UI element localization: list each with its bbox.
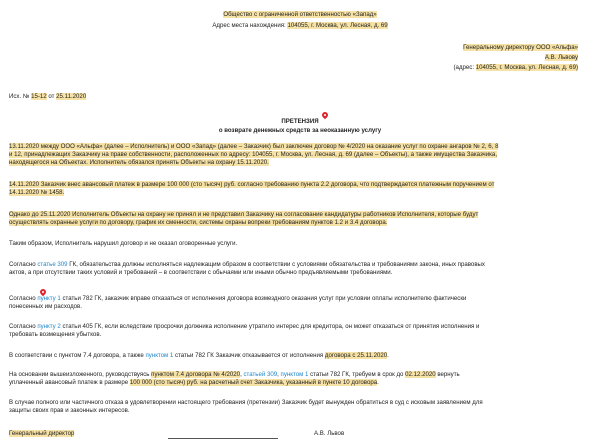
p9-text-e: вернуть bbox=[437, 371, 460, 378]
p4-text: Таким образом, Исполнитель нарушил договор и не оказал оговоренные услуги. bbox=[9, 240, 238, 247]
p8-text-c: договора с 25.11.2020 bbox=[324, 352, 388, 359]
clause-1-link-2[interactable]: пунктом 1 bbox=[280, 371, 309, 378]
p10-line-1: В случае полного или частичного отказа в удовлетворении настоящего требования (претензии) Заказчик будет вынужден обратиться в суд с исковым заявлением для bbox=[9, 399, 483, 406]
document-subtitle bbox=[0, 127, 600, 135]
paragraph-3 bbox=[9, 211, 587, 227]
p9-line-2-highlight: 100 000 (сто тысяч) руб. на расчетный счет Заказчика, указанный в пункте 10 договора bbox=[129, 379, 378, 386]
p3-line-2: осуществлять охранные услуги по договору, график их сменности, системы охраны вопреки требованиям пунктов 1.2 и 3.4 договора. bbox=[9, 219, 388, 226]
org-name: Общество с ограниченной ответственностью «Запад» bbox=[223, 11, 377, 18]
p9-highlight-1: пунктом 7.4 договора № 4/2020 bbox=[151, 371, 241, 378]
org-address-value: 104055, г. Москва, ул. Лесная, д. 69 bbox=[287, 22, 388, 29]
clause-1-782-link[interactable]: пунктом 1 bbox=[145, 352, 174, 359]
paragraph-7 bbox=[9, 323, 587, 339]
p9-text-b: , bbox=[240, 371, 242, 378]
recipient-position-line bbox=[278, 44, 578, 52]
paragraph-9 bbox=[9, 371, 587, 387]
article-309-link-2[interactable]: статьей 309 bbox=[243, 371, 278, 378]
outgoing-date: 25.11.2020 bbox=[56, 93, 87, 100]
p6-text-a: Согласно bbox=[9, 295, 36, 302]
paragraph-1 bbox=[9, 143, 587, 167]
title-sub: о возврате денежных средств за неоказанную услугу bbox=[218, 127, 382, 134]
outgoing-label: Исх. № bbox=[9, 93, 30, 100]
p5-line-2: актов, а при отсутствии таких условий и требований – в соответствии с обычаями или иными обычно предъявляемыми требованиями. bbox=[9, 269, 393, 276]
recipient-name: А.В. Львову bbox=[544, 54, 578, 61]
title-main: ПРЕТЕНЗИЯ bbox=[281, 118, 319, 125]
p9-line-2-b: . bbox=[377, 379, 379, 386]
recipient-address-value: 104055, г. Москва, ул. Лесная, д. 69) bbox=[475, 64, 578, 71]
p5-text-a: Согласно bbox=[9, 261, 36, 268]
signature-position bbox=[9, 430, 74, 438]
p3-line-1: Однако до 25.11.2020 Исполнитель Объекты на охрану не принял и не представил Заказчику на согласование кандидатуры работников Исполнителя, которые будут bbox=[9, 211, 479, 218]
p9-text-d: статьи 782 ГК, требуем в срок до bbox=[310, 371, 404, 378]
signature-name-text: А.В. Львов bbox=[314, 430, 345, 437]
outgoing-number bbox=[9, 93, 86, 101]
p7-text-b: статьи 405 ГК, если вследствие просрочки должника исполнение утратило интерес для кредитора, он может отказаться от принятия исполнения и bbox=[62, 323, 480, 330]
p6-line-2: понесенных им расходов. bbox=[9, 303, 82, 310]
p6-text-b: статьи 782 ГК, заказчик вправе отказаться от исполнения договора возмездного оказания услуг при условии оплаты исполнителю фактически bbox=[62, 295, 467, 302]
p10-line-2: защиты своих прав и законных интересов. bbox=[9, 407, 130, 414]
org-address-label: Адрес места нахождения: bbox=[212, 22, 286, 29]
clause-1-link[interactable]: пункту 1 bbox=[37, 295, 61, 302]
p9-highlight-2: 02.12.2020 bbox=[405, 371, 436, 378]
outgoing-date-label: от bbox=[48, 93, 55, 100]
clause-2-link[interactable]: пункту 2 bbox=[37, 323, 61, 330]
p7-text-a: Согласно bbox=[9, 323, 36, 330]
article-309-link[interactable]: статье 309 bbox=[37, 261, 68, 268]
paragraph-10 bbox=[9, 399, 587, 415]
p7-line-2: требовать возмещения убытков. bbox=[9, 331, 102, 338]
paragraph-2 bbox=[9, 181, 587, 197]
p5-text-b: ГК, обязательства должны исполняться надлежащим образом в соответствии с условиями обязательства и требованиями закона, иных правовых bbox=[69, 261, 485, 268]
signature-name bbox=[314, 430, 344, 438]
p1-line-2: и 12, принадлежащих Заказчику на праве собственности, расположенных по адресу: 104055, г. Москва, ул. Лесная, д. 69 (далее – Объекты), а также имущества Заказчика, bbox=[9, 151, 498, 158]
p8-text-b: статьи 782 ГК Заказчик отказывается от исполнения bbox=[175, 352, 324, 359]
p8-text-d: . bbox=[387, 352, 389, 359]
outgoing-num: 15-12 bbox=[31, 93, 47, 100]
recipient-address-line bbox=[278, 64, 578, 72]
signature-line bbox=[168, 438, 278, 439]
p9-text-a: На основании вышеизложенного, руководствуясь bbox=[9, 371, 150, 378]
recipient-address-prefix: (адрес: bbox=[453, 64, 475, 71]
paragraph-4 bbox=[9, 240, 587, 248]
recipient-name-line bbox=[278, 54, 578, 62]
signature-position-text: Генеральный директор bbox=[9, 430, 75, 437]
recipient-position: Генеральному директору ООО «Альфа» bbox=[463, 44, 578, 51]
p1-line-3: находящегося на Объектах. Исполнитель обязался принять Объекты на охрану 15.11.2020. bbox=[9, 159, 269, 166]
p1-line-1: 13.11.2020 между ООО «Альфа» (далее – Исполнитель) и ООО «Запад» (далее – Заказчик) был заключен договор № 4/2020 на оказание услуг по охране ангаров № 2, 6, 8 bbox=[9, 143, 499, 150]
p9-text-c: , bbox=[277, 371, 279, 378]
paragraph-5 bbox=[9, 261, 587, 277]
paragraph-6 bbox=[9, 295, 587, 311]
p9-line-2-a: уплаченный авансовый платеж в размере bbox=[9, 379, 129, 386]
p8-text-a: В соответствии с пунктом 7.4 договора, а также bbox=[9, 352, 144, 359]
p2-line-1: 14.11.2020 Заказчик внес авансовый платеж в размере 100 000 (сто тысяч) руб. согласно требованию пункта 2.2 договора, что подтверждается платежным поручением от bbox=[9, 181, 495, 188]
org-address bbox=[0, 22, 600, 30]
document-title bbox=[0, 118, 600, 126]
paragraph-8 bbox=[9, 352, 587, 360]
org-header bbox=[0, 11, 600, 19]
p2-line-2: 14.11.2020 № 1458. bbox=[9, 189, 65, 196]
